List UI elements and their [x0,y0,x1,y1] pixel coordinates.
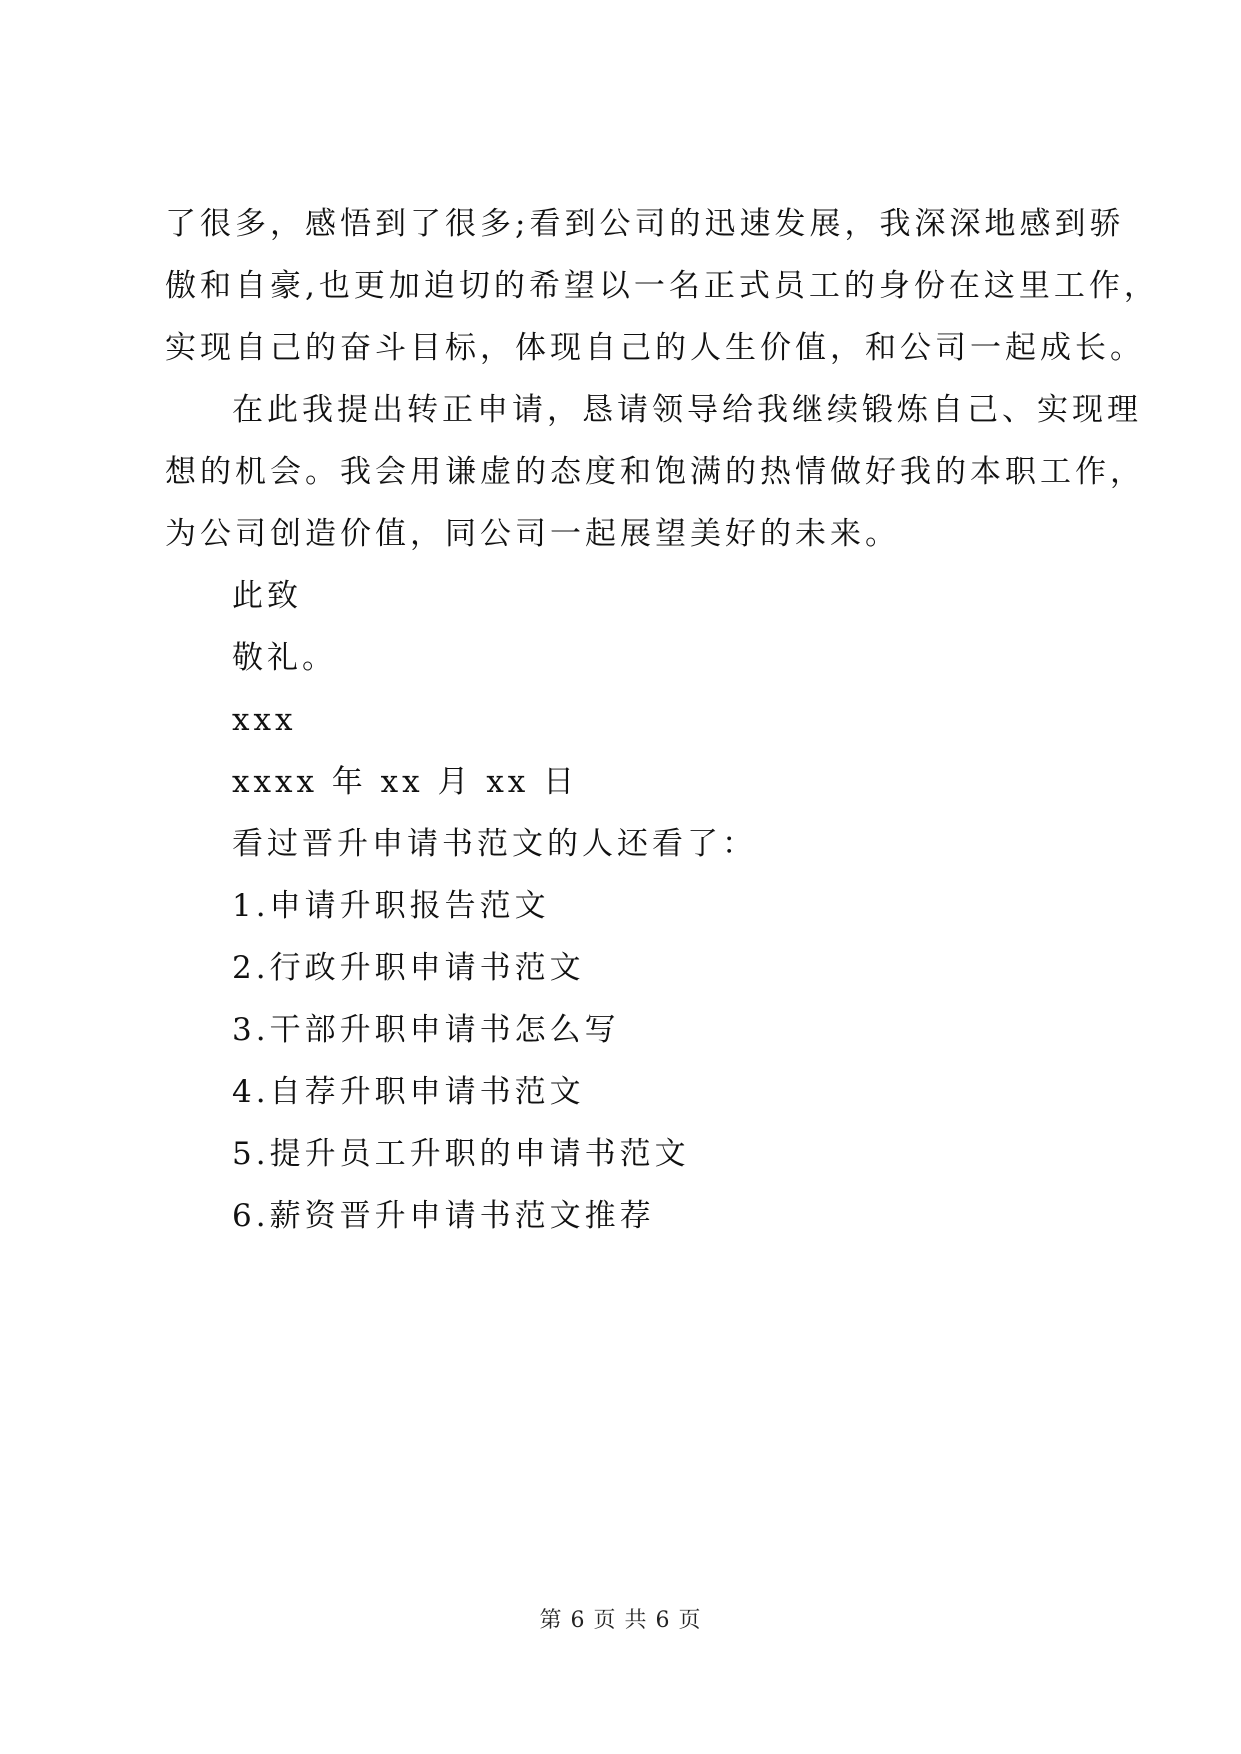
related-heading: 看过晋升申请书范文的人还看了： [232,826,757,862]
related-list-item: 1.申请升职报告范文 [232,888,550,924]
date-text: xxxx 年 xx 月 xx 日 [232,764,579,800]
paragraph-line: 为公司创造价值，同公司一起展望美好的未来。 [165,516,900,552]
paragraph-line: 傲和自豪,也更加迫切的希望以一名正式员工的身份在这里工作， [165,268,1159,304]
related-list-item: 5.提升员工升职的申请书范文 [232,1136,690,1172]
related-list-item: 6.薪资晋升申请书范文推荐 [232,1198,655,1234]
paragraph-line: 想的机会。我会用谦虚的态度和饱满的热情做好我的本职工作， [165,454,1145,490]
related-list-item: 3.干部升职申请书怎么写 [232,1012,620,1048]
paragraph-line: 了很多，感悟到了很多;看到公司的迅速发展，我深深地感到骄 [165,206,1125,242]
paragraph-line: 在此我提出转正申请，恳请领导给我继续锻炼自己、实现理 [232,392,1142,428]
closing-text: 此致 [232,578,302,614]
signature-text: xxx [232,702,297,738]
related-list-item: 4.自荐升职申请书范文 [232,1074,585,1110]
related-list-item: 2.行政升职申请书范文 [232,950,585,986]
page-number-footer: 第 6 页 共 6 页 [539,1608,702,1633]
paragraph-line: 实现自己的奋斗目标，体现自己的人生价值，和公司一起成长。 [165,330,1145,366]
salutation-text: 敬礼。 [232,640,337,676]
